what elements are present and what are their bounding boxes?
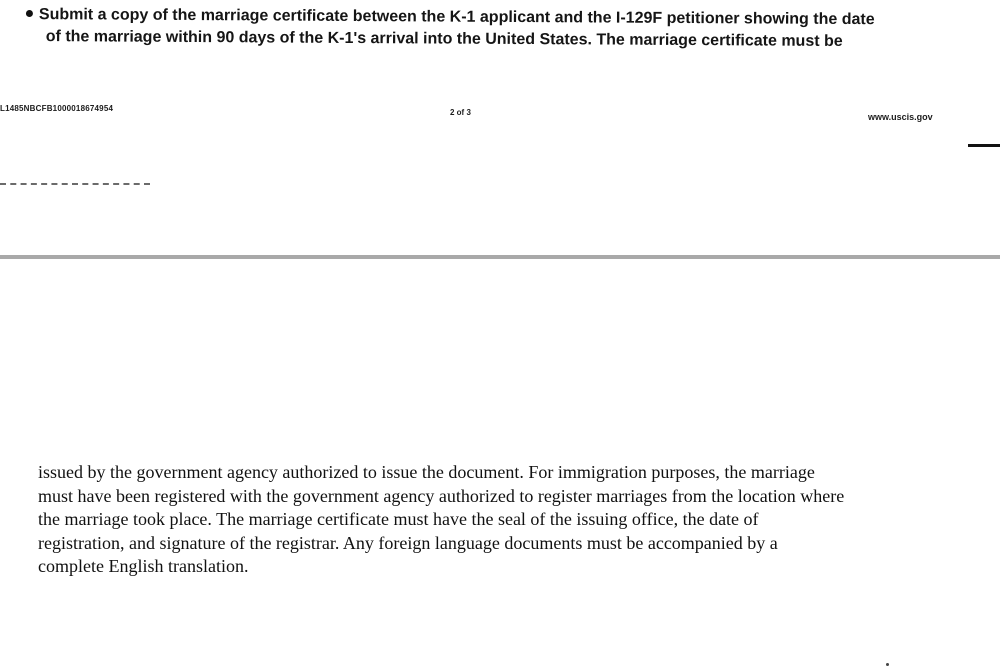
footer-website: www.uscis.gov	[868, 112, 933, 122]
footer-page-number: 2 of 3	[450, 108, 471, 117]
paragraph-line: issued by the government agency authorized to issue the document. For immigration purposes, the marriage	[38, 462, 815, 482]
paragraph-line: the marriage took place. The marriage certificate must have the seal of the issuing office, the date of	[38, 509, 759, 530]
paragraph-line: complete English translation.	[38, 556, 249, 577]
bullet-dot-icon	[26, 10, 33, 17]
paragraph-line: registration, and signature of the registrar. Any foreign language documents must be accompanied by a	[38, 532, 778, 553]
bullet-line: of the marriage within 90 days of the K-1's arrival into the United States. The marriage certificate must be	[45, 28, 843, 50]
paragraph-line: must have been registered with the government agency authorized to register marriages from the location where	[38, 485, 845, 506]
continuation-paragraph	[38, 461, 988, 579]
scan-dashed-edge	[0, 183, 150, 185]
bullet-item-marriage-certificate	[26, 4, 956, 54]
scan-edge-mark	[968, 144, 1000, 147]
bullet-line-text: Submit a copy of the marriage certificate between the K-1 applicant and the I-129F petitioner showing the date	[38, 6, 875, 29]
scanned-page-top	[0, 0, 1000, 255]
footer-receipt-code: L1485NBCFB1000018674954	[0, 104, 114, 113]
